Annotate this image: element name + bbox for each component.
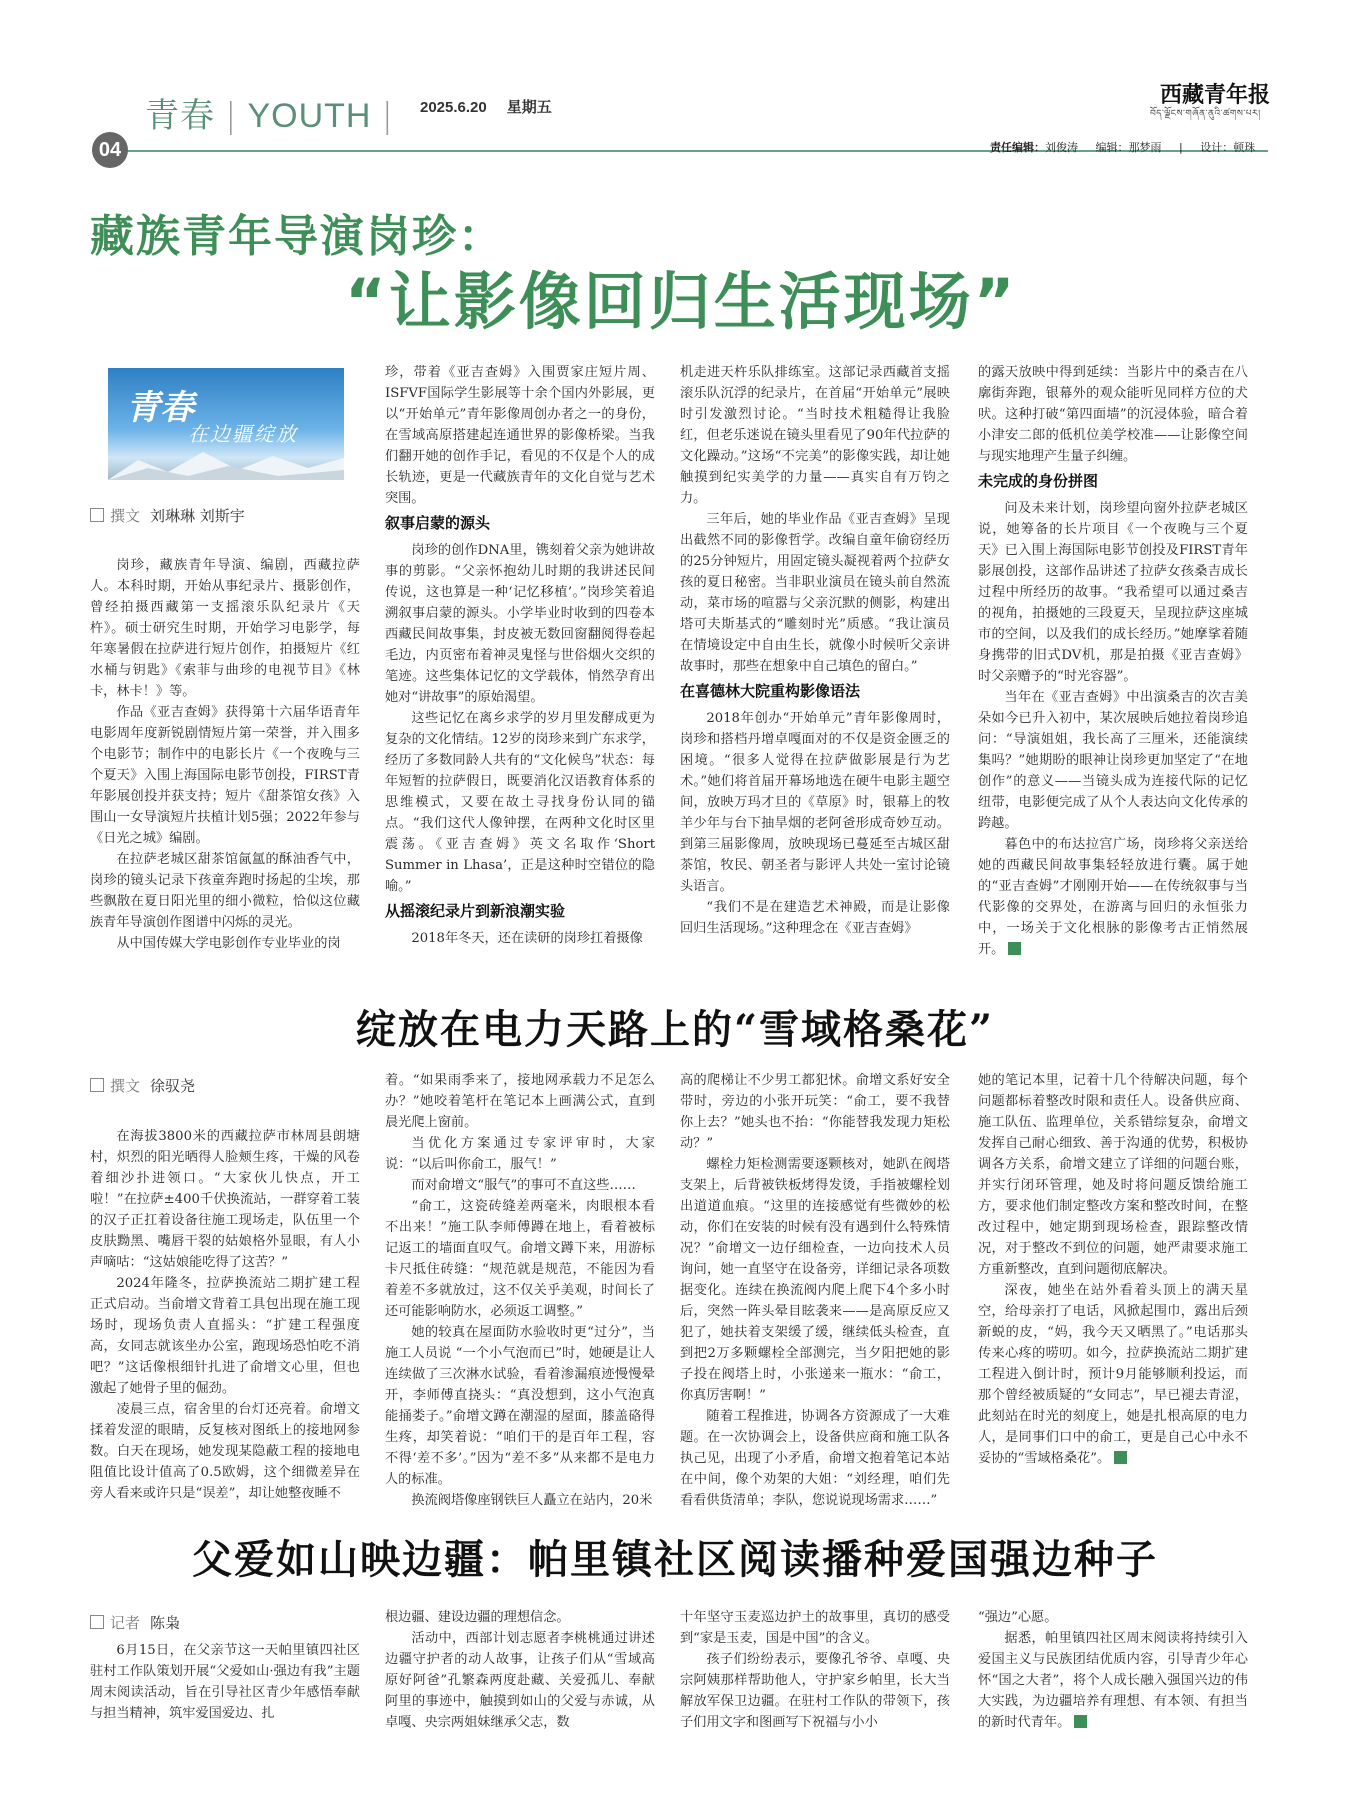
article1-column-2 bbox=[385, 362, 655, 949]
article2-column-3 bbox=[680, 1070, 950, 1511]
paper-name: 西藏青年报 bbox=[1160, 82, 1271, 108]
section-title-en: YOUTH bbox=[247, 97, 372, 135]
byline-marker-icon bbox=[90, 508, 104, 522]
paragraph: 2018年冬天，还在读研的岗珍扛着摄像 bbox=[411, 931, 643, 946]
paragraph: 岗珍的创作DNA里，镌刻着父亲为她讲故事的剪影。“父亲怀抱幼儿时期的我讲述民间传说，这也算是一种‘记忆移植’。”岗珍笑着追溯叙事启蒙的源头。小学毕业时收到的四卷本西藏民间故事集，封皮被无数回窗翻阅得卷起毛边，内页密布着神灵鬼怪与世俗烟火交织的笔迹。这些集体记忆的文学载体，悄然孕育出她对“讲故事”的原始渴望。 bbox=[385, 543, 655, 705]
paragraph: 2024年隆冬，拉萨换流站二期扩建工程正式启动。当俞增文背着工具包出现在施工现场时，现场负责人直摇头：“扩建工程强度高，女同志就该坐办公室，跑现场恐怕吃不消吧？”这话像根细针扎进了俞增文心里，但也激起了她骨子里的倔劲。 bbox=[90, 1276, 360, 1396]
paragraph: 珍，带着《亚吉查姆》入围贾家庄短片周、ISFVF国际学生影展等十余个国内外影展，更以“开始单元”青年影像周创办者之一的身份，在雪域高原搭建起连通世界的影像桥梁。当我们翻开她的创作手记，看见的不仅是个人的成长轨迹，更是一代藏族青年的文化自觉与艺术突围。 bbox=[385, 365, 655, 506]
editor-name: 刘俊涛 bbox=[1045, 141, 1078, 154]
article2-column-1 bbox=[90, 1126, 360, 1504]
paper-name-tibetan: བོད་ལྗོངས་གཞོན་ནུའི་ཚགས་པར། bbox=[1150, 109, 1261, 119]
page-number: 04 bbox=[92, 132, 128, 168]
paragraph: “强边”心愿。 bbox=[978, 1610, 1058, 1625]
section-divider: | bbox=[225, 96, 238, 136]
paragraph: 活动中，西部计划志愿者李桃桃通过讲述边疆守护者的动人故事，让孩子们从“雪域高原好阿爸”孔繁森两度赴藏、关爱孤儿、奉献阿里的事迹中，触摸到如山的父爱与赤诚，从卓嘎、央宗两姐妹继承父志，数 bbox=[385, 1631, 655, 1730]
end-mark-icon bbox=[1008, 942, 1021, 955]
paragraph: 从中国传媒大学电影创作专业毕业的岗 bbox=[116, 936, 341, 951]
weekday-text: 星期五 bbox=[506, 99, 552, 116]
article3-column-4 bbox=[978, 1607, 1248, 1733]
article3-byline bbox=[90, 1612, 180, 1633]
article3-title: 父爱如山映边疆：帕里镇社区阅读播种爱国强边种子 bbox=[192, 1536, 1158, 1583]
byline-label: 记者 bbox=[110, 1614, 141, 1632]
article3-column-1 bbox=[90, 1640, 360, 1724]
paragraph: 她的较真在屋面防水验收时更“过分”，当施工人员说 “一个小气泡而已”时，她硬是让人连续做了三次淋水试验，看着渗漏痕迹慢慢晕开，李师傅直挠头：“真没想到，这小气泡真能捅娄子。”俞增文蹲在潮湿的屋面，膝盖硌得生疼，却笑着说：“咱们干的是百年工程，容不得‘差不多’。”因为“差不多”从来都不是电力人的标准。 bbox=[385, 1325, 655, 1487]
issue-date bbox=[420, 96, 572, 117]
paragraph: 机走进天杵乐队排练室。这部记录西藏首支摇滚乐队沉浮的纪录片，在首届“开始单元”展映时引发激烈讨论。“当时技术粗糙得让我脸红，但老乐迷说在镜头里看见了90年代拉萨的文化躁动。”这场“不完美”的影像实践，却让她触摸到纪实美学的力量——真实自有万钧之力。 bbox=[680, 365, 950, 506]
subheading: 未完成的身份拼图 bbox=[978, 472, 1099, 490]
end-mark-icon bbox=[1114, 1451, 1127, 1464]
article2-title: 绽放在电力天路上的“雪域格桑花” bbox=[355, 1006, 994, 1053]
section-title bbox=[145, 88, 404, 137]
editor-credits bbox=[990, 139, 1255, 155]
paragraph: 岗珍，藏族青年导演、编剧，西藏拉萨人。本科时期，开始从事纪录片、摄影创作，曾经拍摄西藏第一支摇滚乐队纪录片《天杵》。硕士研究生时期，开始学习电影学，每年寒暑假在拉萨进行短片创作，拍摄短片《红水桶与钥匙》《索菲与曲珍的电视节目》《林卡，林卡！》等。 bbox=[90, 558, 360, 699]
designer-name: 顿珠 bbox=[1233, 141, 1256, 154]
paragraph bbox=[978, 1628, 1248, 1733]
paragraph: 螺栓力矩检测需要逐颗核对，她趴在阀塔支架上，后背被铁板烤得发烫，手指被螺栓划出道道血痕。“这里的连接感觉有些微妙的松动，你们在安装的时候有没有遇到什么特殊情况？”俞增文一边仔细检查，一边向技术人员询问，她一直坚守在设备旁，详细记录各项数据变化。连续在换流阀内爬上爬下4个多小时后，突然一阵头晕目眩袭来——是高原反应又犯了，她扶着支架缓了缓，继续低头检查，直到把2万多颗螺栓全部测完，当夕阳把她的影子投在阀塔上时，小张递来一瓶水：“俞工，你真厉害啊！” bbox=[680, 1157, 950, 1403]
paragraph: 问及未来计划，岗珍望向窗外拉萨老城区说，她筹备的长片项目《一个夜晚与三个夏天》已入围上海国际电影节创投及FIRST青年影展创投，这部作品讲述了拉萨女孩桑吉成长过程中所经历的故事。“我希望可以通过桑吉的视角，拍摄她的三段夏天，呈现拉萨这座城市的空间，以及我们的成长经历。”她摩挲着随身携带的旧式DV机，那是拍摄《亚吉查姆》时父亲赠予的“时光容器”。 bbox=[978, 501, 1248, 684]
byline-label: 撰文 bbox=[110, 1077, 141, 1095]
article1-column-1 bbox=[90, 555, 360, 954]
designer-label: 设计： bbox=[1200, 141, 1234, 154]
paragraph: 着。“如果雨季来了，接地网承载力不足怎么办？”她咬着笔杆在笔记本上画满公式，直到晨光爬上窗前。 bbox=[385, 1073, 655, 1130]
article2-column-2 bbox=[385, 1070, 655, 1511]
subheading: 在喜德林大院重构影像语法 bbox=[680, 682, 861, 700]
paragraph: 作品《亚吉查姆》获得第十六届华语青年电影周年度新锐剧情短片第一荣誉，并入围多个电影节；制作中的电影长片《一个夜晚与三个夏天》入围上海国际电影节创投，FIRST青年影展创投并获支持；短片《甜茶馆女孩》入围山一女导演短片扶植计划5强；2022年参与《日光之城》编剧。 bbox=[90, 705, 360, 846]
credits-divider: | bbox=[1179, 141, 1183, 154]
paragraph: “俞工，这瓷砖缝差两毫米，肉眼根本看不出来！”施工队李师傅蹲在地上，看着被标记返工的墙面直叹气。俞增文蹲下来，用游标卡尺抵住砖缝：“规范就是规范，不能因为看着差不多就放过，这不仅关乎美观，时间长了还可能影响防水，必须返工调整。” bbox=[385, 1199, 655, 1319]
paragraph-text: 深夜，她坐在站外看着头顶上的满天星空，给母亲打了电话，风掀起围巾，露出后颈新蜕的皮，“妈，我今天又晒黑了。”电话那头传来心疼的唠叨。如今，拉萨换流站二期扩建工程进入倒计时，预计9月能够顺利投运，而那个曾经被质疑的“女同志”，早已褪去青涩，此刻站在时光的刻度上，她是扎根高原的电力人，是同事们口中的俞工，更是自己心中永不妥协的“雪域格桑花”。 bbox=[978, 1283, 1248, 1466]
paragraph: 2018年创办“开始单元”青年影像周时，岗珍和搭档丹增卓嘎面对的不仅是资金匮乏的困境。“很多人觉得在拉萨做影展是行为艺术。”她们将首届开幕场地选在硬牛电影主题空间，放映万玛才旦的《草原》时，银幕上的牧羊少年与台下抽旱烟的老阿爸形成奇妙互动。到第三届影像周，放映现场已蔓延至古城区甜茶馆，牧民、朝圣者与影评人共处一室讨论镜头语言。 bbox=[680, 711, 950, 894]
paragraph: 高的爬梯让不少男工都犯怵。俞增文系好安全带时，旁边的小张开玩笑：“俞工，要不我替你上去？”她头也不抬：“你能替我发现力矩松动？” bbox=[680, 1073, 950, 1151]
copy-editor-name: 那梦雨 bbox=[1128, 141, 1162, 154]
paragraph: 在海拔3800米的西藏拉萨市林周县朗塘村，炽烈的阳光晒得人脸颊生疼，干燥的风卷着细沙扑进领口。“大家伙儿快点，开工啦！”在拉萨±400千伏换流站，一群穿着工装的汉子正扛着设备往施工现场走，队伍里一个皮肤黝黑、嘴唇干裂的姑娘格外显眼，有人小声嘀咕：“这姑娘能吃得了这苦？” bbox=[90, 1129, 360, 1270]
byline-marker-icon bbox=[90, 1078, 104, 1092]
paragraph-text: 据悉，帕里镇四社区周末阅读将持续引入爱国主义与民族团结优质内容，引导青少年心怀“国之大者”，将个人成长融入强国兴边的伟大实践，为边疆培养有理想、有本领、有担当的新时代青年。 bbox=[978, 1631, 1248, 1730]
article1-column-3 bbox=[680, 362, 950, 939]
article2-byline bbox=[90, 1075, 195, 1096]
section-divider: | bbox=[381, 96, 394, 136]
editor-label: 责任编辑： bbox=[990, 141, 1045, 154]
mountain-graphic bbox=[108, 446, 344, 480]
paragraph: “我们不是在建造艺术神殿，而是让影像回归生活现场。”这种理念在《亚吉查姆》 bbox=[680, 900, 950, 936]
article1-title-line2: “让影像回归生活现场” bbox=[345, 265, 1018, 338]
date-text: 2025.6.20 bbox=[420, 99, 487, 116]
subheading: 叙事启蒙的源头 bbox=[385, 514, 491, 532]
paragraph: 凌晨三点，宿舍里的台灯还亮着。俞增文揉着发涩的眼睛，反复核对图纸上的接地网参数。白天在现场，她发现某隐蔽工程的接地电阻值比设计值高了0.5欧姆，这个细微差异在旁人看来或许只是“误差”，却让她整夜睡不 bbox=[90, 1402, 360, 1501]
banner-text-big: 青春 bbox=[126, 388, 194, 428]
paragraph: 而对俞增文“服气”的事可不直这些…… bbox=[411, 1178, 636, 1193]
article3-column-3 bbox=[680, 1607, 950, 1733]
article1-title-line1: 藏族青年导演岗珍： bbox=[90, 211, 504, 262]
paragraph: 这些记忆在离乡求学的岁月里发酵成更为复杂的文化情结。12岁的岗珍来到广东求学，经历了多数同龄人共有的“文化候鸟”状态：每年短暂的拉萨假日，既要消化汉语教育体系的思维模式，又要在故土寻找身份认同的锚点。“我们这代人像钟摆，在两种文化时区里震荡。《亚吉查姆》英文名取作‘Short Summer in Lhasa’，正是这种时空错位的隐喻。” bbox=[385, 711, 655, 894]
paragraph: 孩子们纷纷表示，要像孔爷爷、卓嘎、央宗阿姨那样帮助他人，守护家乡帕里，长大当解放军保卫边疆。在驻村工作队的带领下，孩子们用文字和图画写下祝福与小小 bbox=[680, 1652, 950, 1730]
section-title-cn: 青春 bbox=[145, 96, 215, 136]
paragraph: 在拉萨老城区甜茶馆氤氲的酥油香气中，岗珍的镜头记录下孩童奔跑时扬起的尘埃，那些飘散在夏日阳光里的细小微粒，恰似这位藏族青年导演创作图谱中闪烁的灵光。 bbox=[90, 852, 360, 930]
byline-marker-icon bbox=[90, 1615, 104, 1629]
paragraph: 当年在《亚吉查姆》中出演桑吉的次吉美朵如今已升入初中，某次展映后她拉着岗珍追问：“导演姐姐，我长高了三厘米，还能演续集吗？”她期盼的眼神让岗珍更加坚定了“在地创作”的意义——当镜头成为连接代际的记忆纽带，电影便完成了从个人表达向文化传承的跨越。 bbox=[978, 690, 1248, 831]
paragraph: 的露天放映中得到延续：当影片中的桑吉在八廓街奔跑，银幕外的观众能听见同样方位的犬吠。这种打破“第四面墙”的沉浸体验，暗合着小津安二郎的低机位美学校准——让影像空间与现实地理产生量子纠缠。 bbox=[978, 365, 1248, 464]
byline-author: 徐驭尧 bbox=[150, 1077, 196, 1095]
byline-authors: 刘琳琳 刘斯宇 bbox=[150, 507, 245, 525]
byline-author: 陈枭 bbox=[150, 1614, 181, 1632]
article2-column-4 bbox=[978, 1070, 1248, 1469]
paragraph: 随着工程推进，协调各方资源成了一大难题。在一次协调会上，设备供应商和施工队各执己见，出现了小矛盾，俞增文抱着笔记本站在中间，像个劝架的大姐：“刘经理，咱们先看看供货清单；李队，您说说现场需求……” bbox=[680, 1409, 950, 1508]
byline-label: 撰文 bbox=[110, 507, 141, 525]
paragraph: 6月15日，在父亲节这一天帕里镇四社区驻村工作队策划开展“父爱如山·强边有我”主题周末阅读活动，旨在引导社区青少年感悟奉献与担当精神，筑牢爱国爱边、扎 bbox=[90, 1643, 360, 1721]
article1-byline bbox=[90, 505, 245, 526]
subheading: 从摇滚纪录片到新浪潮实验 bbox=[385, 902, 566, 920]
paragraph: 换流阀塔像座钢铁巨人矗立在站内，20米 bbox=[411, 1493, 653, 1508]
paragraph: 十年坚守玉麦巡边护土的故事里，真切的感受到“家是玉麦，国是中国”的含义。 bbox=[680, 1610, 950, 1646]
end-mark-icon bbox=[1074, 1715, 1087, 1728]
article1-column-4 bbox=[978, 362, 1248, 960]
paragraph: 她的笔记本里，记着十几个待解决问题，每个问题都标着整改时限和责任人。设备供应商、施工队伍、监理单位，关系错综复杂，俞增文发挥自己耐心细致、善于沟通的优势，积极协调各方关系，俞增文建立了详细的问题台账，并实行闭环管理，她及时将问题反馈给施工方，要求他们制定整改方案和整改时间，在整改过程中，她定期到现场检查，跟踪整改情况，对于整改不到位的问题，她严肃要求施工方重新整改，直到问题彻底解决。 bbox=[978, 1073, 1248, 1277]
paragraph-text: 暮色中的布达拉宫广场，岗珍将父亲送给她的西藏民间故事集轻轻放进行囊。属于她的“亚吉查姆”才刚刚开始——在传统叙事与当代影像的交界处，在游离与回归的永恒张力中，一场关于文化根脉的影像考古正悄然展开。 bbox=[978, 837, 1248, 957]
paragraph: 当优化方案通过专家评审时，大家说：“以后叫你俞工，服气！” bbox=[385, 1136, 655, 1172]
column-banner-image bbox=[108, 368, 344, 480]
paragraph bbox=[978, 834, 1248, 960]
article3-column-2 bbox=[385, 1607, 655, 1733]
copy-editor-label: 编辑： bbox=[1095, 141, 1129, 154]
paragraph bbox=[978, 1280, 1248, 1469]
paragraph: 三年后，她的毕业作品《亚吉查姆》呈现出截然不同的影像哲学。改编自童年偷窃经历的25分钟短片，用固定镜头凝视着两个拉萨女孩的夏日秘密。当非职业演员在镜头前自然流动，菜市场的喧嚣与父亲沉默的侧影，构建出塔可夫斯基式的“雕刻时光”质感。“我让演员在情境设定中自由生长，就像小时候听父亲讲故事时，那些在想象中自己填色的留白。” bbox=[680, 512, 950, 674]
paragraph: 根边疆、建设边疆的理想信念。 bbox=[385, 1610, 570, 1625]
banner-text-small: 在边疆绽放 bbox=[188, 422, 298, 446]
